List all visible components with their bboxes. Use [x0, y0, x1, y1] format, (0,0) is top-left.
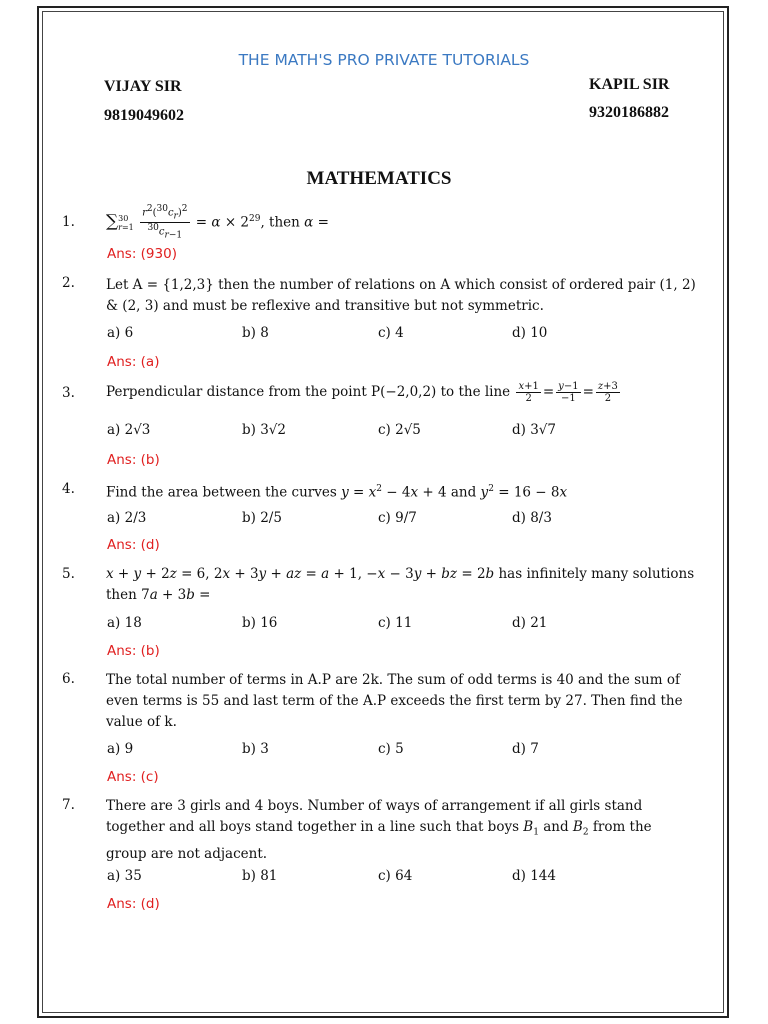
- right-tutor-phone: 9320186882: [589, 104, 669, 121]
- answer-label: Ans: (d): [107, 537, 160, 553]
- fraction: $\frac{y-1}{-1}$: [558, 381, 579, 404]
- question-number: 4.: [62, 481, 75, 497]
- answer-label: Ans: (b): [107, 452, 160, 468]
- option-a[interactable]: a) 35: [107, 868, 142, 884]
- option-a[interactable]: a) 2√3: [107, 422, 151, 438]
- question-text: The total number of terms in A.P are 2k. The sum of odd terms is 40 and the sum of even terms is 55 and last term of the A.P exceeds the first term by 27. Then find the value of k.: [106, 672, 683, 730]
- option-b[interactable]: b) 3√2: [242, 422, 286, 438]
- option-c[interactable]: c) 4: [378, 325, 404, 341]
- option-a[interactable]: a) 2/3: [107, 510, 147, 526]
- subject-title: MATHEMATICS: [306, 168, 452, 189]
- question-text: Perpendicular distance from the point P(−2,0,2) to the line $\frac{x+1}{2}$ = $\frac{y-1}{-1}$ = $\frac{z+3}{2}$: [106, 381, 618, 404]
- fraction: $\frac{z+3}{2}$: [597, 381, 618, 404]
- option-d[interactable]: d) 8/3: [512, 510, 552, 526]
- option-c[interactable]: c) 9/7: [378, 510, 417, 526]
- option-c[interactable]: c) 2√5: [378, 422, 421, 438]
- question-number: 5.: [62, 566, 75, 582]
- answer-label: Ans: (d): [107, 896, 160, 912]
- option-d[interactable]: d) 7: [512, 741, 539, 757]
- question-number: 7.: [62, 797, 75, 813]
- option-d[interactable]: d) 144: [512, 868, 556, 884]
- answer-label: Ans: (b): [107, 643, 160, 659]
- question-text: There are 3 girls and 4 boys. Number of ways of arrangement if all girls stand together and all boys stand together in a line such that boys $B_1$ and $B_2$ from the group are not adjacent.: [106, 798, 652, 862]
- option-a[interactable]: a) 18: [107, 615, 142, 631]
- option-c[interactable]: c) 64: [378, 868, 413, 884]
- question-text: x + y + 2z = 6, 2x + 3y + az = a + 1, −x − 3y + bz = 2b has infinitely many solutions then 7a + 3b =: [106, 566, 695, 603]
- question-number: 2.: [62, 275, 75, 291]
- answer-label: Ans: (930): [107, 246, 177, 262]
- fraction: $\frac{r^2(^{30}c_r)^2}{^{30}c_{r-1}}$: [142, 204, 188, 241]
- option-c[interactable]: c) 11: [378, 615, 413, 631]
- question-text: Find the area between the curves $y = x^2 - 4x + 4$ and $y^2 = 16 - 8x$: [106, 484, 568, 501]
- question-text: ∑ 30 r=1 $\frac{r^2(^{30}c_r)^2}{^{30}c_{r-1}}$ = $\alpha \times 2^{29}$, then α =: [106, 204, 329, 241]
- option-b[interactable]: b) 81: [242, 868, 278, 884]
- question-number: 3.: [62, 385, 75, 401]
- option-c[interactable]: c) 5: [378, 741, 404, 757]
- option-b[interactable]: b) 2/5: [242, 510, 282, 526]
- left-tutor-phone: 9819049602: [104, 107, 184, 124]
- left-tutor-name: VIJAY SIR: [104, 78, 182, 95]
- option-d[interactable]: d) 21: [512, 615, 548, 631]
- sum-limits: 30 r=1: [118, 213, 134, 232]
- fraction: $\frac{x+1}{2}$: [518, 381, 539, 404]
- option-b[interactable]: b) 3: [242, 741, 269, 757]
- option-d[interactable]: d) 3√7: [512, 422, 556, 438]
- option-b[interactable]: b) 8: [242, 325, 269, 341]
- question-number: 1.: [62, 214, 75, 230]
- option-a[interactable]: a) 6: [107, 325, 134, 341]
- brand-title: THE MATH'S PRO PRIVATE TUTORIALS: [238, 51, 530, 69]
- answer-label: Ans: (a): [107, 354, 160, 370]
- answer-label: Ans: (c): [107, 769, 159, 785]
- sigma-symbol: ∑: [106, 211, 119, 232]
- option-d[interactable]: d) 10: [512, 325, 548, 341]
- option-b[interactable]: b) 16: [242, 615, 278, 631]
- question-text: Let A = {1,2,3} then the number of relations on A which consist of ordered pair (1, 2) & (2, 3) and must be reflexive and transitive but not symmetric.: [106, 277, 696, 314]
- right-tutor-name: KAPIL SIR: [589, 76, 670, 93]
- question-number: 6.: [62, 671, 75, 687]
- option-a[interactable]: a) 9: [107, 741, 134, 757]
